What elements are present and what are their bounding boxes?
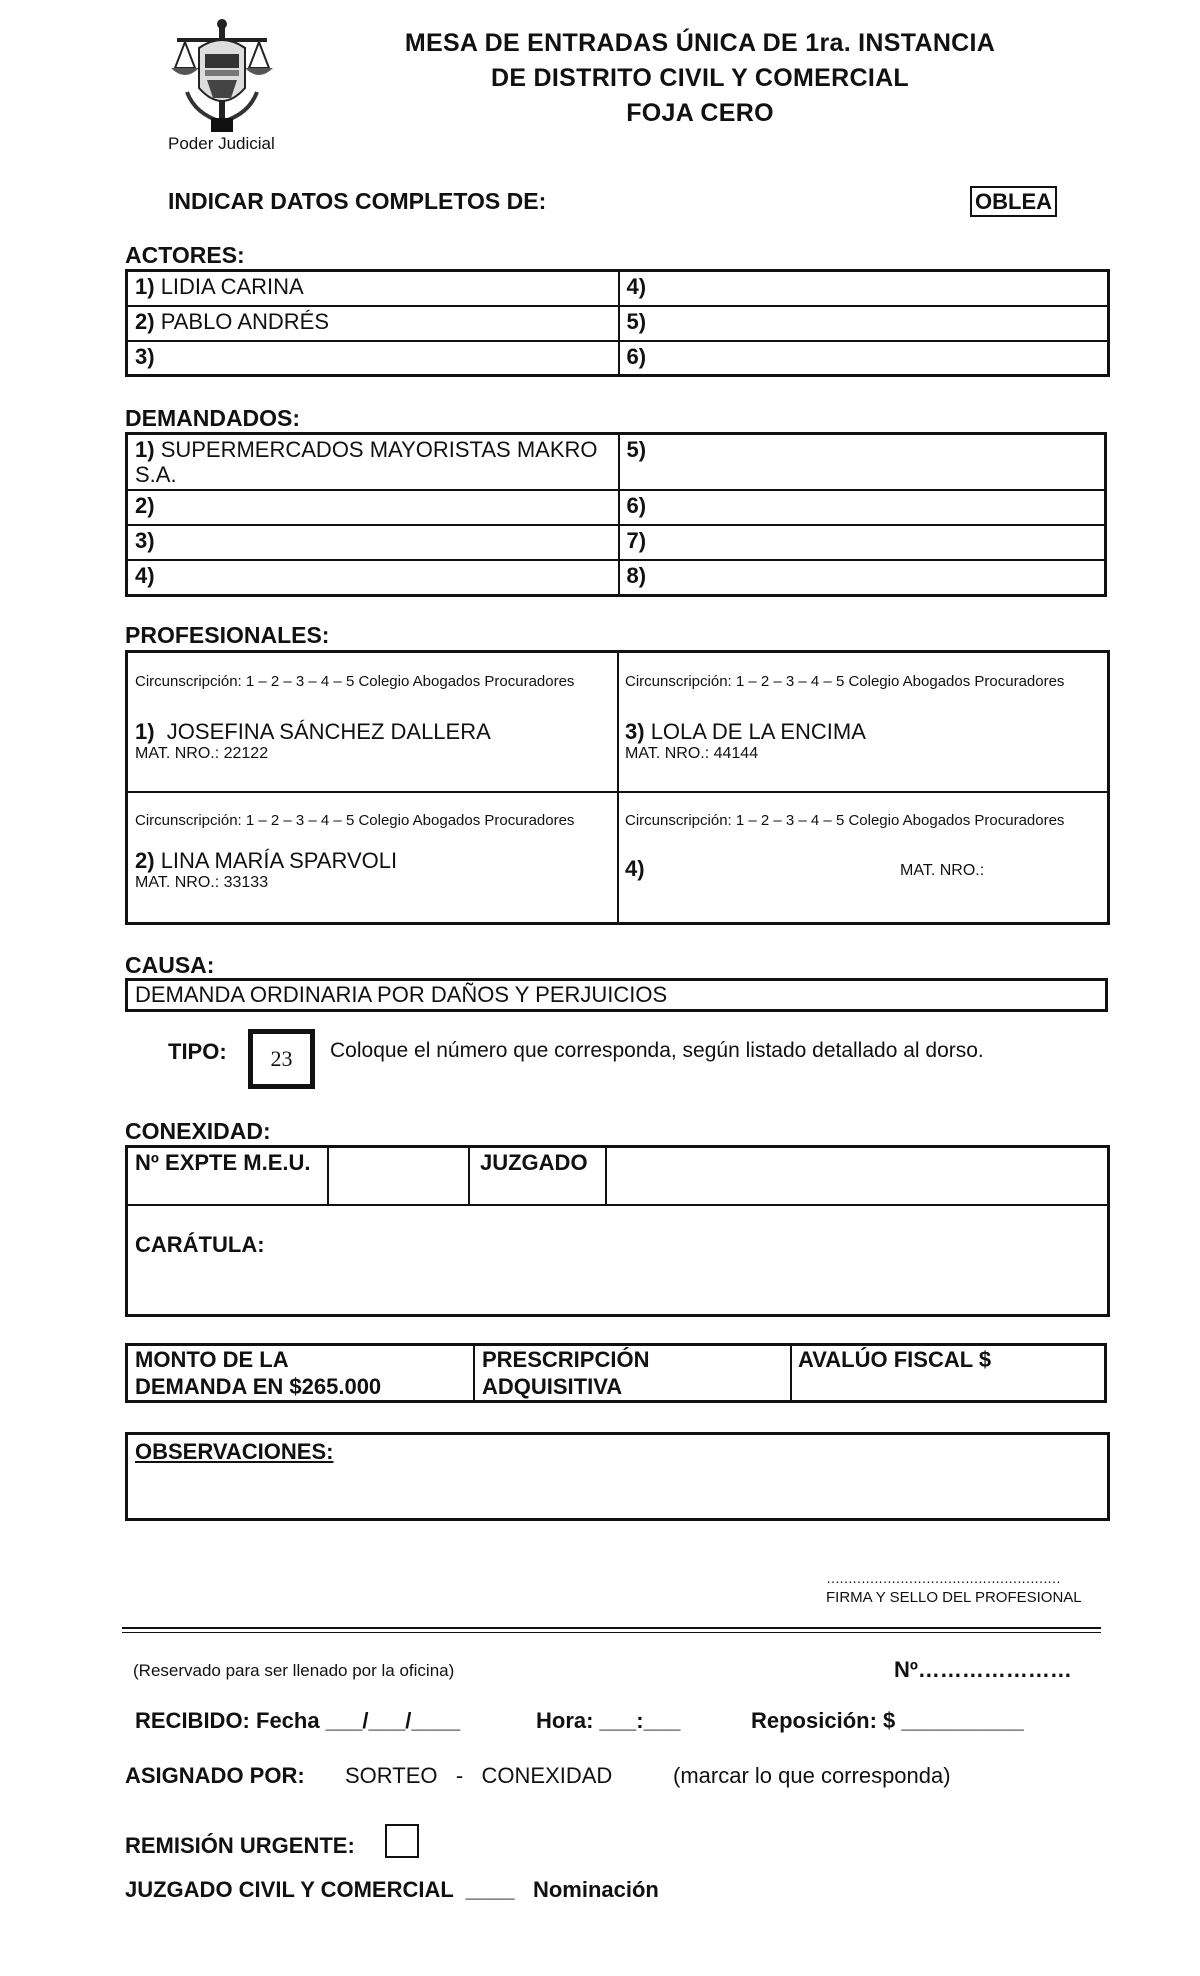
asignado-label: ASIGNADO POR:: [125, 1763, 305, 1788]
tipo-value: 23: [270, 1046, 293, 1071]
prescripcion-adquisitiva: [482, 1346, 649, 1400]
circunscripcion-text: Circunscripción: 1 – 2 – 3 – 4 – 5 Colegio Abogados Procuradores: [625, 673, 1065, 690]
tipo-label: TIPO:: [168, 1039, 227, 1064]
actor-cell: [127, 306, 619, 341]
monto-vline: [473, 1346, 475, 1400]
juzgado-label: JUZGADO: [480, 1150, 588, 1175]
profesional-number: 3): [625, 719, 645, 744]
matricula-number: MAT. NRO.: 44144: [625, 745, 759, 762]
matricula-number: MAT. NRO.:: [900, 862, 985, 879]
demandados-label: DEMANDADOS:: [125, 405, 301, 431]
demandado-cell: [127, 525, 619, 560]
title-line-3: FOJA CERO: [626, 99, 774, 127]
actor-number: 1): [135, 274, 155, 299]
remision-label: REMISIÓN URGENTE:: [125, 1833, 355, 1858]
prescripcion-line-2: ADQUISITIVA: [482, 1374, 623, 1399]
conexidad-hline: [128, 1204, 1107, 1206]
profesional-entry: [625, 719, 866, 745]
monto-vline: [790, 1346, 792, 1400]
remision-checkbox[interactable]: [385, 1824, 419, 1858]
profesional-number: 1): [135, 719, 155, 744]
demandado-number: 3): [135, 528, 155, 553]
demandado-cell: [619, 434, 1106, 491]
demandado-number: 8): [626, 563, 647, 588]
demandados-table: [125, 432, 1107, 597]
asignado-options: SORTEO - CONEXIDAD: [345, 1763, 613, 1788]
actor-name: LIDIA CARINA: [160, 274, 304, 299]
profesional-name: LINA MARÍA SPARVOLI: [160, 848, 398, 873]
actores-table: [125, 269, 1110, 377]
profesional-entry: [625, 856, 645, 882]
conexidad-vline: [605, 1148, 607, 1204]
observaciones-box: [125, 1432, 1110, 1521]
demandado-cell: [619, 490, 1106, 525]
monto-box: [125, 1343, 1107, 1403]
monto-line-2: DEMANDA EN $265.000: [135, 1374, 382, 1399]
profesional-entry: [135, 719, 491, 745]
oblea-box: OBLEA: [970, 186, 1057, 217]
scales-of-justice-icon: [165, 18, 280, 136]
causa-field: DEMANDA ORDINARIA POR DAÑOS Y PERJUICIOS: [125, 978, 1108, 1012]
juzgado-blank: ____: [465, 1877, 515, 1902]
divider: [122, 1627, 1101, 1629]
causa-label: CAUSA:: [125, 952, 215, 978]
reservado-note: (Reservado para ser llenado por la oficina): [133, 1661, 455, 1680]
actor-number: 3): [135, 343, 155, 369]
juzgado-civil-line: [125, 1877, 659, 1903]
reposicion-field: Reposición: $ __________: [751, 1708, 1024, 1733]
actor-cell: [619, 306, 1109, 341]
profesional-name: JOSEFINA SÁNCHEZ DALLERA: [166, 719, 491, 744]
instructions-heading: INDICAR DATOS COMPLETOS DE:: [168, 188, 547, 214]
profesionales-label: PROFESIONALES:: [125, 622, 330, 648]
hora-field: Hora: ___:___: [536, 1708, 681, 1733]
actor-number: 4): [626, 274, 647, 299]
nominacion-label: Nominación: [532, 1877, 659, 1902]
profesional-entry: [135, 848, 397, 874]
demandado-number: 7): [626, 528, 647, 553]
matricula-number: MAT. NRO.: 33133: [135, 874, 269, 891]
actor-number: 2): [135, 308, 155, 334]
tipo-hint: Coloque el número que corresponda, según listado detallado al dorso.: [330, 1039, 984, 1062]
table-row: [127, 490, 1106, 525]
table-row: [127, 306, 1109, 341]
actores-label: ACTORES:: [125, 242, 245, 268]
asignado-hint: (marcar lo que corresponda): [673, 1763, 951, 1788]
profesional-number: 2): [135, 848, 155, 873]
conexidad-vline: [327, 1148, 329, 1204]
circunscripcion-text: Circunscripción: 1 – 2 – 3 – 4 – 5 Colegio Abogados Procuradores: [135, 673, 575, 690]
demandado-cell: [127, 560, 619, 595]
demandado-number: 4): [135, 563, 155, 588]
demandado-number: 6): [626, 493, 647, 518]
profesionales-hline: [128, 791, 1107, 793]
recibido-fecha: RECIBIDO: Fecha ___/___/____: [135, 1708, 461, 1733]
demandado-number: 1): [135, 437, 155, 462]
conexidad-label: CONEXIDAD:: [125, 1118, 271, 1144]
prescripcion-line-1: PRESCRIPCIÓN: [482, 1347, 650, 1372]
actor-cell: [127, 271, 619, 306]
demandado-cell: [127, 490, 619, 525]
demandado-cell: [619, 525, 1106, 560]
divider: [122, 1632, 1101, 1633]
juzgado-civil-label: JUZGADO CIVIL Y COMERCIAL: [125, 1877, 454, 1902]
matricula-number: MAT. NRO.: 22122: [135, 745, 269, 762]
profesional-name: LOLA DE LA ENCIMA: [650, 719, 866, 744]
circunscripcion-text: Circunscripción: 1 – 2 – 3 – 4 – 5 Colegio Abogados Procuradores: [625, 812, 1065, 829]
table-row: [127, 525, 1106, 560]
circunscripcion-text: Circunscripción: 1 – 2 – 3 – 4 – 5 Colegio Abogados Procuradores: [135, 812, 575, 829]
expte-label: Nº EXPTE M.E.U.: [135, 1150, 311, 1175]
numero-field: Nº…………………: [894, 1657, 1072, 1682]
table-row: [127, 271, 1109, 306]
monto-line-1: MONTO DE LA: [135, 1347, 289, 1372]
avaluo-fiscal: AVALÚO FISCAL $: [798, 1347, 992, 1372]
demandado-cell: [127, 434, 619, 491]
demandado-cell: [619, 560, 1106, 595]
actor-cell: [619, 341, 1109, 376]
tipo-box: [248, 1029, 315, 1089]
firma-label: FIRMA Y SELLO DEL PROFESIONAL: [826, 1589, 1082, 1606]
actor-number: 5): [626, 308, 647, 334]
demandado-number: 5): [626, 437, 647, 462]
profesionales-vline: [617, 653, 619, 922]
title-line-1: MESA DE ENTRADAS ÚNICA DE 1ra. INSTANCIA: [404, 29, 996, 57]
observaciones-label: OBSERVACIONES:: [135, 1439, 334, 1464]
conexidad-box: [125, 1145, 1110, 1317]
title-line-2: DE DISTRITO CIVIL Y COMERCIAL: [490, 64, 909, 92]
conexidad-vline: [468, 1148, 470, 1204]
firma-dots: ………………………………………………: [826, 1570, 1060, 1586]
page-title: [290, 26, 1110, 131]
table-row: [127, 560, 1106, 595]
actor-cell: [127, 341, 619, 376]
poder-judicial-logo: [165, 18, 280, 136]
caratula-label: CARÁTULA:: [135, 1232, 265, 1257]
table-row: [127, 341, 1109, 376]
profesional-number: 4): [625, 856, 645, 881]
profesionales-grid: [125, 650, 1110, 925]
monto-demanda: [135, 1346, 381, 1400]
demandado-number: 2): [135, 493, 155, 518]
actor-name: PABLO ANDRÉS: [160, 308, 330, 334]
logo-caption: Poder Judicial: [168, 134, 275, 153]
actor-number: 6): [626, 343, 647, 369]
demandado-name: SUPERMERCADOS MAYORISTAS MAKRO S.A.: [135, 437, 598, 487]
actor-cell: [619, 271, 1109, 306]
table-row: [127, 434, 1106, 491]
